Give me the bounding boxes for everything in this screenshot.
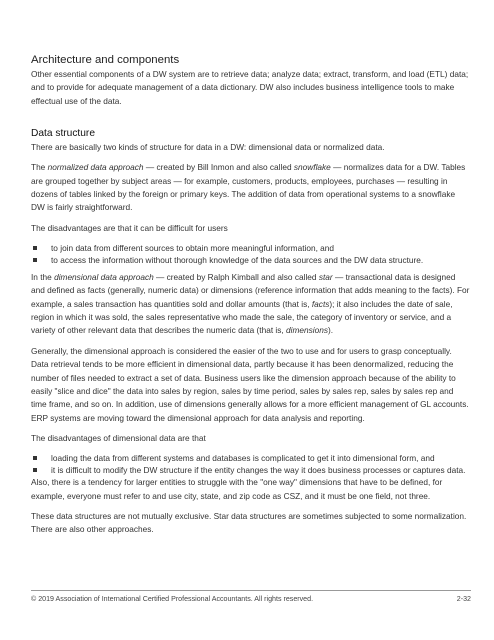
section-intro: Other essential components of a DW system are to retrieve data; analyze data; extract, transform, and load (ETL) data; and to provide for adequate management of a data dictionary. DW also includes business intelligence tools to make effectual use of the data. xyxy=(31,69,469,106)
list-item: it is difficult to modify the DW structure if the entity changes the way it does business processes or captures data. xyxy=(31,464,471,476)
page-number: 2-32 xyxy=(456,595,471,603)
bullet-list-normalized xyxy=(31,242,471,266)
italic-term: snowflake xyxy=(293,162,331,173)
section-title: Architecture and components xyxy=(31,54,180,66)
italic-term: dimensions xyxy=(286,325,329,336)
text-fragment: ); it also includes the date of sale, region in which it was sold, the sales representative who made the sale, the category of inventory or service, and a variety of other relevant data that describes the numeric data (that is, xyxy=(31,298,453,336)
paragraph-structure-kinds: There are basically two kinds of structure for data in a DW: dimensional data or normalized data. xyxy=(31,142,385,153)
page-content xyxy=(31,53,471,544)
paragraph-dimensional-benefits: Generally, the dimensional approach is considered the easier of the two to use and for users to grasp conceptually. Data retrieval tends to be more efficient in dimensional data, partly because it has been denormalized, reducing the number of files needed to extract a set of data. Business users like the dimension approach because of the ability to easily "slice and dice" the data into sales by region, sales by time period, sales by sales rep, sales by sales rep and time frame, and so on. In addition, use of dimensions generally allows for a more efficient management of GL accounts. ERP systems are moving toward the dimensional approach for data analysis and reporting. xyxy=(31,345,469,423)
subsection-title: Data structure xyxy=(31,128,95,140)
text-fragment: ). xyxy=(328,325,334,336)
paragraph-normalized-approach xyxy=(31,161,471,214)
paragraph-dimensional-disadvantages: The disadvantages of dimensional data are that xyxy=(31,432,206,443)
list-item: to join data from different sources to obtain more meaningful information, and xyxy=(31,242,471,254)
text-fragment: The xyxy=(31,162,48,173)
bullet-list-dimensional xyxy=(31,452,471,476)
paragraph-disadvantages-intro: The disadvantages are that it can be difficult for users xyxy=(31,222,228,233)
text-fragment: — normalizes data for a DW. Tables are grouped together by subject areas — for example, customers, products, employees, purchases — resulting in dozens of tables linked by the foreign or primary keys. The addition of data from operational systems to a snowflake DW is fairly straightforward. xyxy=(31,162,466,213)
italic-term: star xyxy=(318,272,333,283)
page-footer xyxy=(31,590,471,603)
text-fragment: In the xyxy=(31,272,55,283)
text-fragment: — created by Bill Inmon and also called xyxy=(143,162,294,173)
footer-copyright: © 2019 Association of International Certified Professional Accountants. All rights reserved. xyxy=(31,595,314,603)
paragraph-one-way-dimensions: Also, there is a tendency for larger entities to struggle with the "one way" dimensions that have to be defined, for example, everyone must refer to and use city, state, and zip code as CSZ, and it must be one field, not three. xyxy=(31,477,443,501)
text-fragment: — transactional data is designed and defined as facts (generally, numeric data) or dimensions (reference information that adds meaning to the facts). For example, a sales transaction has quantities sold and dollar amounts (that is, xyxy=(31,272,470,309)
paragraph-not-exclusive: These data structures are not mutually exclusive. Star data structures are sometimes subjected to some normalization. There are also other approaches. xyxy=(31,510,467,535)
italic-term: facts xyxy=(311,298,330,309)
list-item: loading the data from different systems and databases is complicated to get it into dimensional form, and xyxy=(31,452,471,464)
list-item: to access the information without thorough knowledge of the data sources and the DW data structure. xyxy=(31,254,471,266)
italic-term: dimensional data approach xyxy=(54,272,154,283)
text-fragment: — created by Ralph Kimball and also called xyxy=(153,272,319,283)
italic-term: normalized data approach xyxy=(47,162,144,173)
paragraph-dimensional-approach xyxy=(31,271,471,338)
